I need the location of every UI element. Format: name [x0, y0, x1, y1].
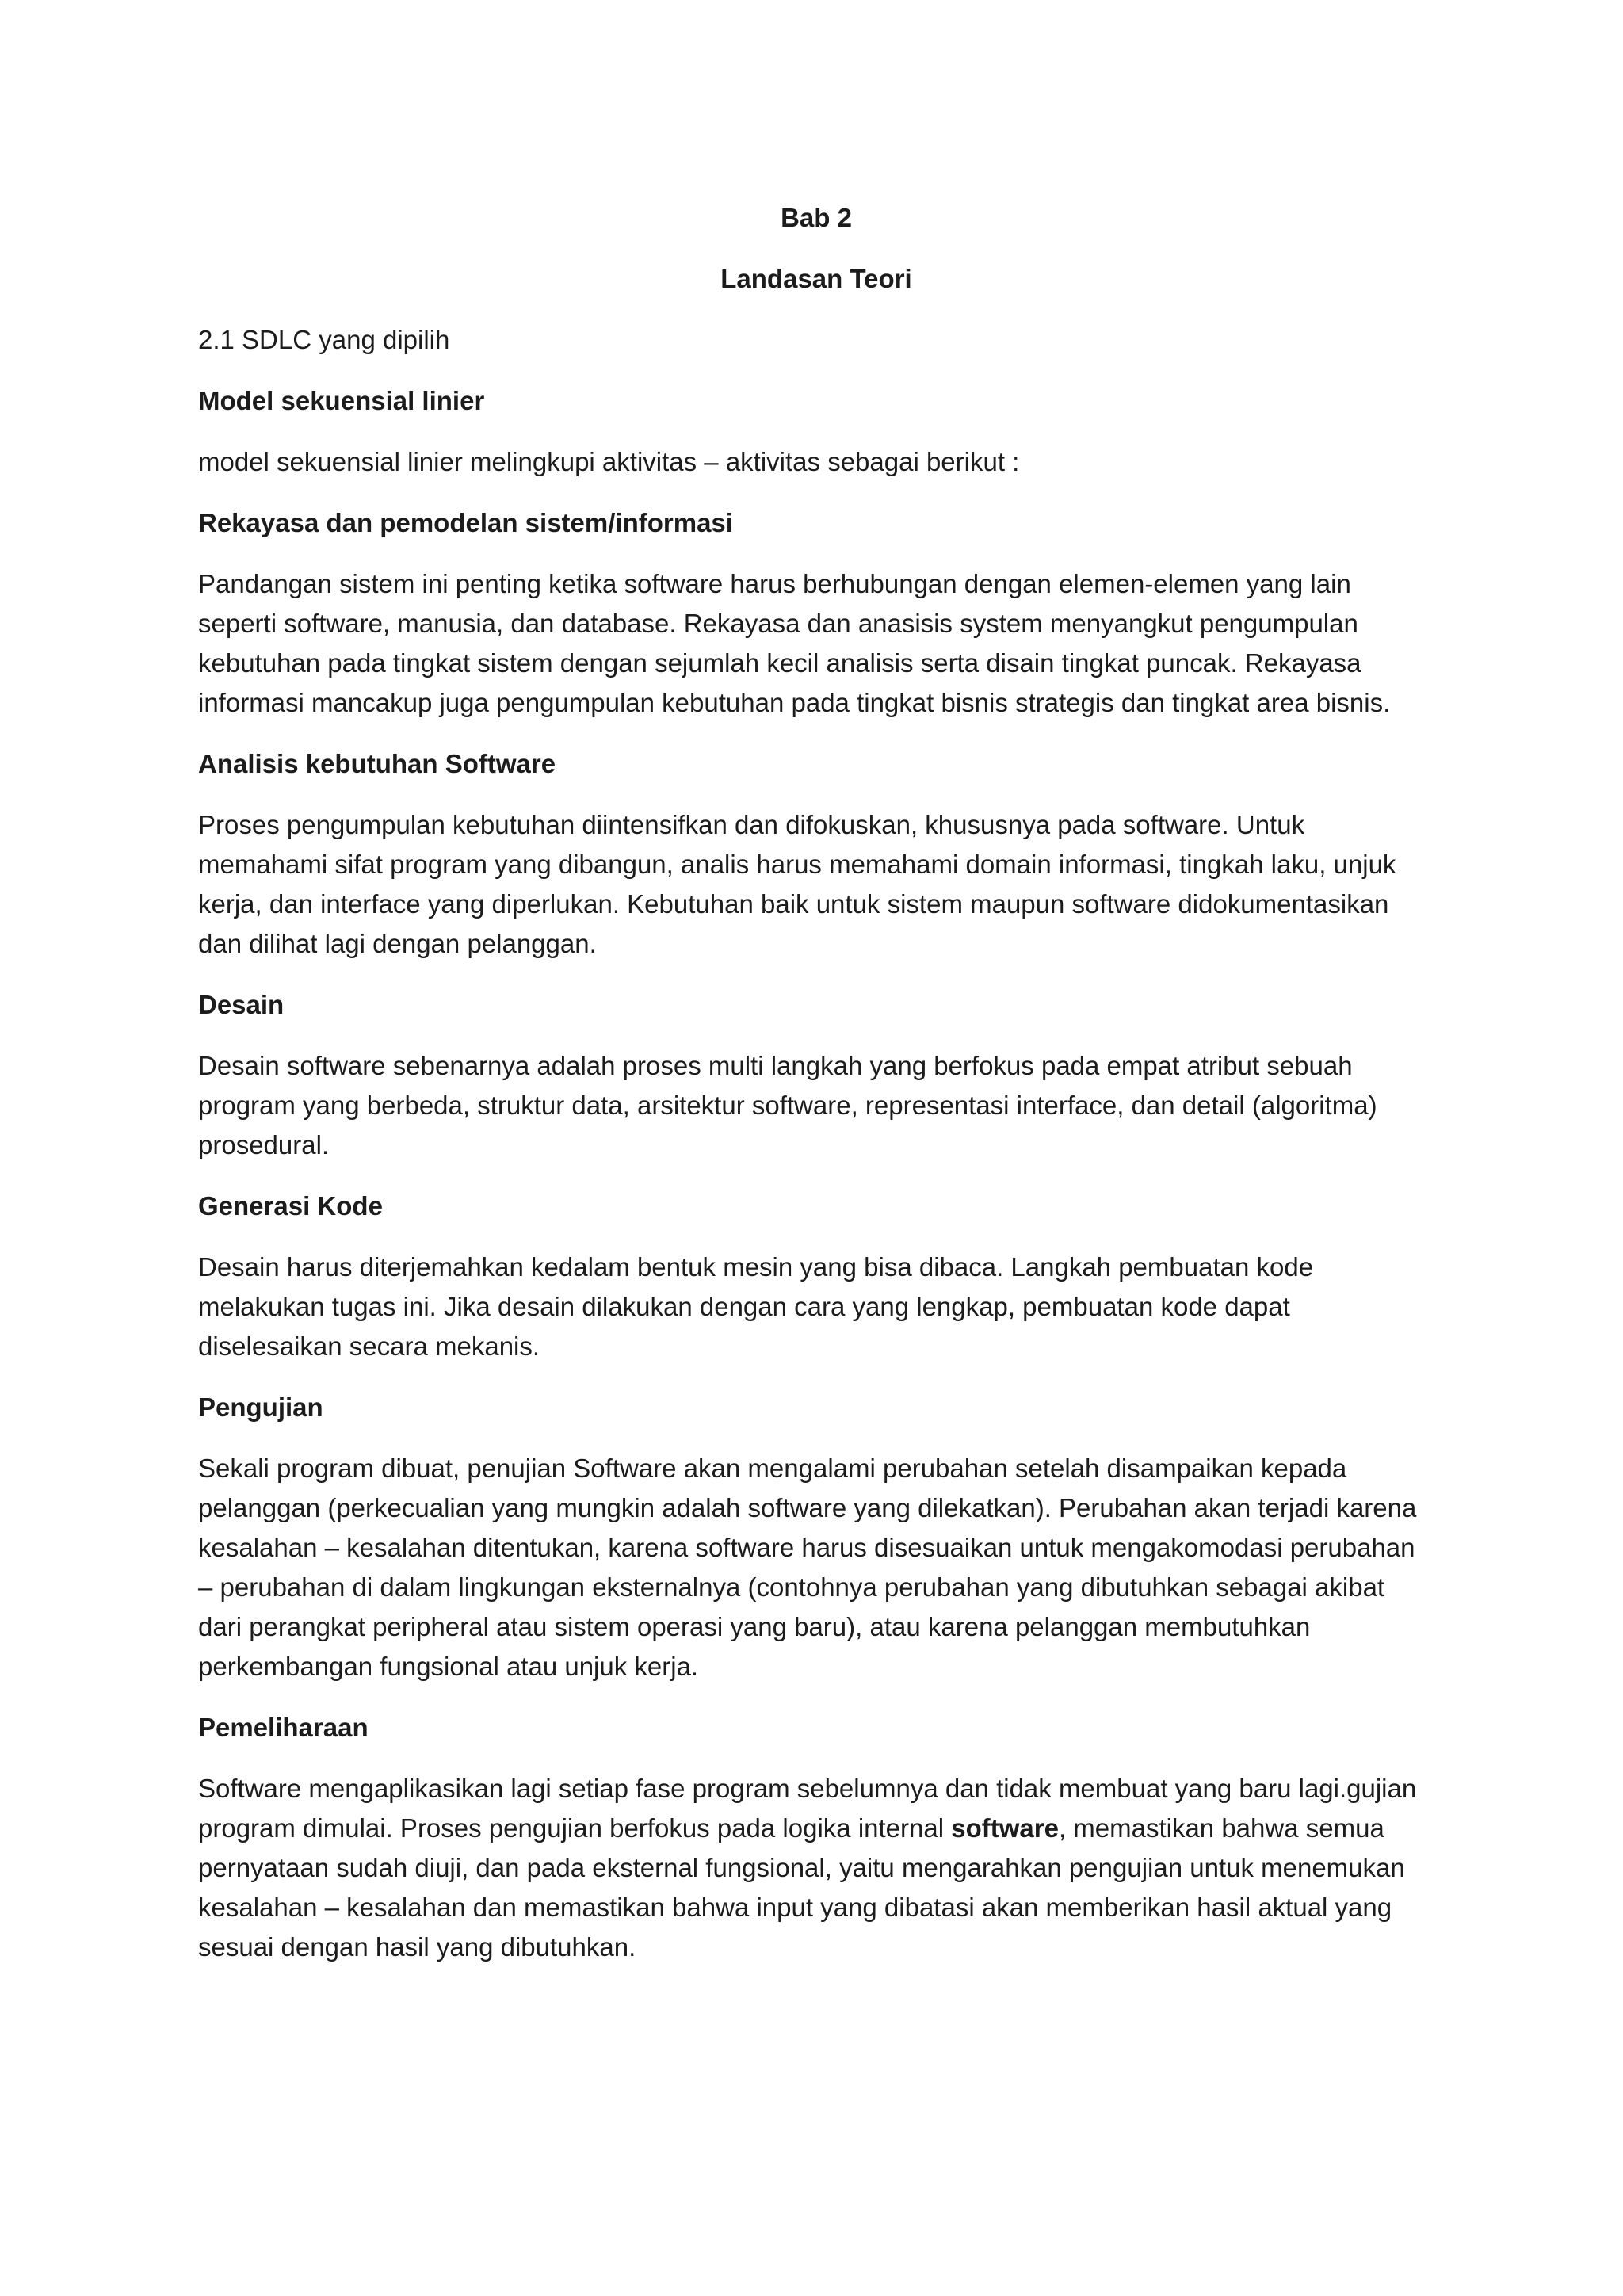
phase-body: Proses pengumpulan kebutuhan diintensifkan dan difokuskan, khususnya pada software. Untuk memahami sifat program yang dibangun, analis harus memahami domain informasi, tingkah laku, unjuk kerja, dan interface yang diperlukan. Kebutuhan baik untuk sistem maupun software didokumentasikan dan dilihat lagi dengan pelanggan.: [198, 810, 1396, 958]
phase-heading: Analisis kebutuhan Software: [198, 749, 556, 778]
phase-system-engineering: [198, 503, 1434, 723]
phase-body-bold-text: software: [951, 1813, 1059, 1843]
phase-heading: Pengujian: [198, 1392, 323, 1422]
phase-body-text: Software mengaplikasikan lagi setiap fase program sebelumnya dan tidak membuat yang baru lagi.gujian program dimulai. Proses pengujian berfokus pada logika internal: [198, 1774, 1417, 1843]
phase-testing: [198, 1388, 1434, 1687]
phase-code-generation: [198, 1186, 1434, 1366]
intro-paragraph: model sekuensial linier melingkupi aktivitas – aktivitas sebagai berikut :: [198, 447, 1020, 476]
phase-maintenance: [198, 1708, 1434, 1967]
phase-body: [198, 1769, 1434, 1967]
phase-heading: Rekayasa dan pemodelan sistem/informasi: [198, 508, 733, 537]
chapter-label: Bab 2: [781, 203, 852, 232]
phase-requirements-analysis: [198, 744, 1434, 964]
phase-body-text: , memastikan bahwa semua pernyataan sudah diuji, dan pada eksternal fungsional, yaitu mengarahkan pengujian untuk menemukan kesalahan – kesalahan dan memastikan bahwa input yang dibatasi akan memberikan hasil aktual yang sesuai dengan hasil yang dibutuhkan.: [198, 1813, 1405, 1962]
phase-body: Desain software sebenarnya adalah proses multi langkah yang berfokus pada empat atribut sebuah program yang berbeda, struktur data, arsitektur software, representasi interface, dan detail (algoritma) prosedural.: [198, 1051, 1377, 1159]
phase-design: [198, 985, 1434, 1165]
phase-heading: Pemeliharaan: [198, 1713, 369, 1742]
chapter-title: Landasan Teori: [720, 264, 912, 293]
phase-body: Pandangan sistem ini penting ketika software harus berhubungan dengan elemen-elemen yang lain seperti software, manusia, dan database. Rekayasa dan anasisis system menyangkut pengumpulan kebutuhan pada tingkat sistem dengan sejumlah kecil analisis serta disain tingkat puncak. Rekayasa informasi mancakup juga pengumpulan kebutuhan pada tingkat bisnis strategis dan tingkat area bisnis.: [198, 569, 1391, 717]
phase-body: Desain harus diterjemahkan kedalam bentuk mesin yang bisa dibaca. Langkah pembuatan kode melakukan tugas ini. Jika desain dilakukan dengan cara yang lengkap, pembuatan kode dapat diselesaikan secara mekanis.: [198, 1252, 1314, 1361]
document-page: [198, 198, 1434, 1967]
phase-heading: Generasi Kode: [198, 1191, 383, 1221]
model-title: Model sekuensial linier: [198, 386, 485, 415]
phase-heading: Desain: [198, 990, 285, 1019]
phase-body: Sekali program dibuat, penujian Software akan mengalami perubahan setelah disampaikan kepada pelanggan (perkecualian yang mungkin adalah software yang dilekatkan). Perubahan akan terjadi karena kesalahan – kesalahan ditentukan, karena software harus disesuaikan untuk mengakomodasi perubahan – perubahan di dalam lingkungan eksternalnya (contohnya perubahan yang dibutuhkan sebagai akibat dari perangkat peripheral atau sistem operasi yang baru), atau karena pelanggan membutuhkan perkembangan fungsional atau unjuk kerja.: [198, 1454, 1417, 1681]
section-title: 2.1 SDLC yang dipilih: [198, 325, 450, 354]
